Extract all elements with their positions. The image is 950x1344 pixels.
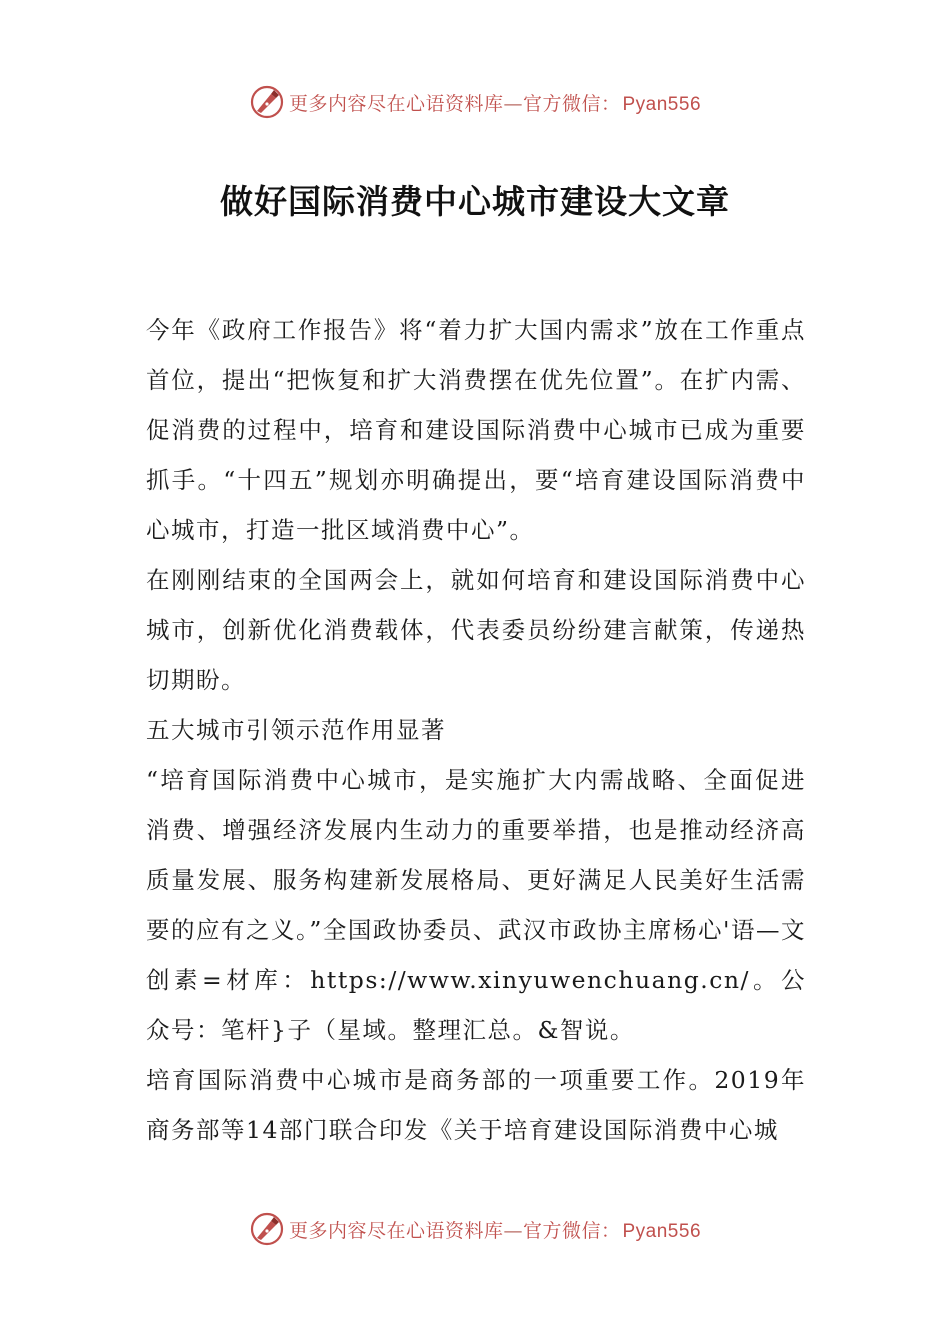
pen-nib-logo-icon	[249, 84, 285, 120]
pen-nib-logo-icon	[249, 1211, 285, 1247]
footer-banner	[0, 1209, 950, 1249]
banner-separator: —	[503, 1219, 523, 1242]
banner-separator: —	[503, 92, 523, 115]
paragraph: 今年《政府工作报告》将“着力扩大国内需求”放在工作重点首位，提出“把恢复和扩大消费摆在优先位置”。在扩内需、促消费的过程中，培育和建设国际消费中心城市已成为重要抓手。“十四五”规划亦明确提出，要“培育建设国际消费中心城市，打造一批区域消费中心”。	[146, 316, 806, 544]
section-heading: 五大城市引领示范作用显著	[146, 716, 446, 744]
document-body	[146, 305, 806, 1155]
banner-official-text: 官方微信：	[522, 1219, 621, 1242]
banner-main-text: 更多内容尽在心语资料库	[288, 1219, 504, 1242]
paragraph: 培育国际消费中心城市是商务部的一项重要工作。2019年商务部等14部门联合印发《关于培育建设国际消费中心城	[146, 1066, 806, 1144]
document-title: 做好国际消费中心城市建设大文章	[220, 182, 730, 221]
banner-text	[289, 1216, 701, 1243]
banner-wechat-id: Pyan556	[622, 93, 702, 115]
paragraph: “培育国际消费中心城市，是实施扩大内需战略、全面促进消费、增强经济发展内生动力的重要举措，也是推动经济高质量发展、服务构建新发展格局、更好满足人民美好生活需要的应有之义。”全国政协委员、武汉市政协主席杨心'语—文创素=材库：https://www.xinyuwenchuang.cn/。公众号：笔杆}子（星域。整理汇总。&智说。	[146, 766, 806, 1044]
banner-wechat-id: Pyan556	[622, 1220, 702, 1242]
banner-main-text: 更多内容尽在心语资料库	[288, 92, 504, 115]
header-banner	[0, 82, 950, 122]
paragraph: 在刚刚结束的全国两会上，就如何培育和建设国际消费中心城市，创新优化消费载体，代表委员纷纷建言献策，传递热切期盼。	[146, 566, 806, 694]
banner-official-text: 官方微信：	[522, 92, 621, 115]
banner-text	[289, 89, 701, 116]
